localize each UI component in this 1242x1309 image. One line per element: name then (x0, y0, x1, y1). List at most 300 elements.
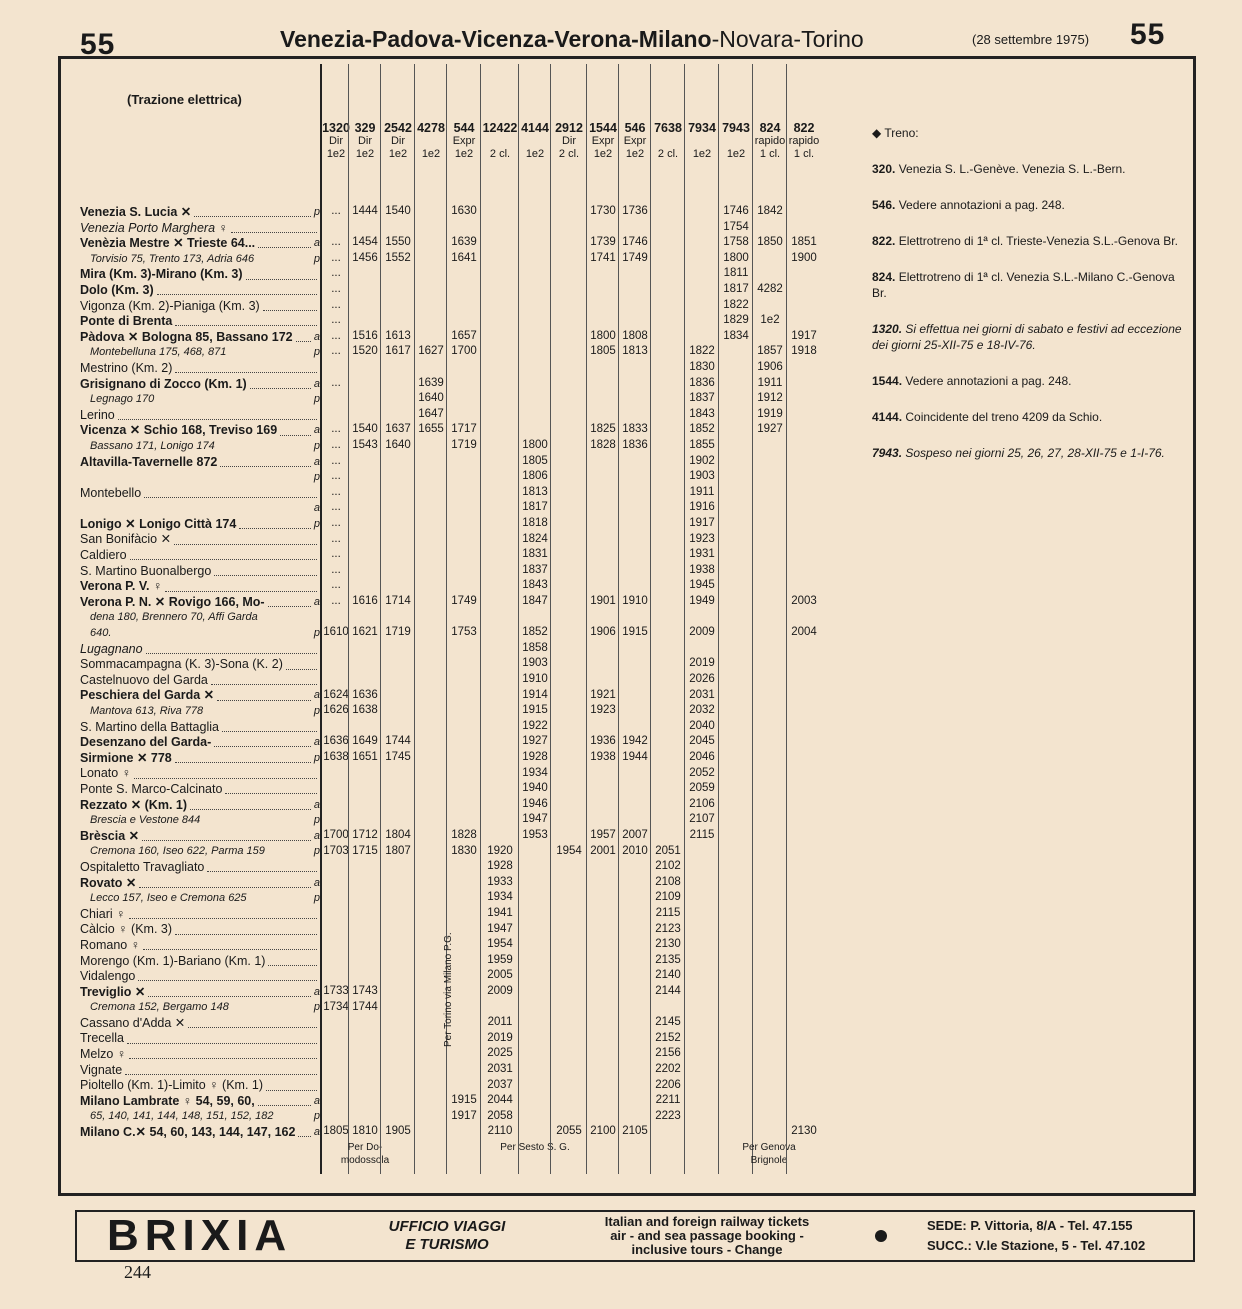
time-cell: 2031 (689, 688, 715, 701)
time-cell: 1934 (487, 891, 513, 904)
time-cell: 1910 (522, 673, 548, 685)
leader-dots (217, 692, 311, 701)
station-row (80, 813, 320, 829)
station-row (80, 501, 320, 517)
time-cell: 2019 (487, 1031, 513, 1044)
ad-address-line1: SEDE: P. Vittoria, 8/A - Tel. 47.155 (927, 1218, 1133, 1233)
time-cell: 2211 (655, 1094, 681, 1107)
time-cell: 1719 (385, 626, 411, 639)
leader-dots (148, 988, 311, 997)
train-note (872, 197, 1192, 213)
time-cell: 1911 (689, 485, 715, 498)
time-cell: 1928 (522, 751, 548, 763)
time-cell: 1857 (757, 345, 783, 358)
time-cell: 1621 (352, 626, 378, 639)
train-header (519, 122, 551, 161)
time-cell: 1739 (590, 236, 616, 249)
time-cell: 1931 (689, 548, 715, 561)
leader-dots (286, 661, 317, 670)
time-cell: 1855 (689, 439, 715, 451)
time-cell: 1639 (451, 236, 477, 249)
time-cell: 1715 (352, 844, 378, 857)
train-column (718, 64, 753, 1174)
note-key: 1544. (872, 374, 903, 388)
arr-dep-marker: p (313, 1110, 320, 1123)
time-cell: 1850 (757, 236, 783, 249)
time-cell: 1805 (590, 345, 616, 358)
time-cell: ... (331, 454, 341, 467)
time-cell: 2031 (487, 1063, 513, 1075)
leader-dots (231, 224, 317, 233)
page-number-right: 55 (1130, 18, 1166, 51)
time-cell: 1808 (622, 329, 648, 342)
time-cell: 2046 (689, 751, 715, 763)
leader-dots (165, 583, 317, 592)
time-cell: 1843 (522, 579, 548, 592)
train-class: 2 cl. (489, 148, 511, 160)
leader-dots (157, 286, 317, 295)
time-cell: 1700 (323, 829, 349, 841)
time-cell: 1456 (352, 251, 378, 264)
train-class: 1e2 (625, 148, 645, 160)
time-cell: ... (331, 376, 341, 389)
station-name: Legnago 170 (90, 393, 155, 406)
leader-dots (280, 427, 311, 436)
station-row (80, 377, 320, 393)
time-cell: 1800 (522, 439, 548, 451)
time-cell: 2130 (655, 938, 681, 951)
station-row (80, 439, 320, 455)
train-type (519, 135, 551, 148)
note-key: 824. (872, 270, 896, 284)
train-type: Dir (561, 135, 577, 147)
ad-agency (357, 1218, 537, 1254)
time-cell: 1947 (487, 922, 513, 935)
leader-dots (207, 863, 317, 872)
timetable-grid (320, 64, 862, 1174)
time-cell: 1520 (352, 345, 378, 358)
time-cell: 1617 (385, 345, 411, 358)
arr-dep-marker: p (313, 751, 320, 764)
station-name: Montebello (80, 485, 142, 500)
station-name: 640. (90, 627, 112, 640)
ad-services-line1: Italian and foreign railway tickets (604, 1214, 810, 1229)
station-name: Milano C.✕ 54, 60, 143, 144, 147, 162 (80, 1125, 296, 1140)
train-column (340, 64, 390, 1174)
time-cell: 1949 (689, 595, 715, 607)
station-row (80, 314, 320, 330)
time-cell: ... (331, 563, 341, 576)
time-cell: 2206 (655, 1078, 681, 1091)
time-cell: 1942 (622, 735, 648, 748)
time-cell: 2152 (655, 1031, 681, 1044)
time-cell: 1804 (385, 829, 411, 841)
leader-dots (134, 770, 317, 779)
station-name: Pioltello (Km. 1)-Limito ♀ (Km. 1) (80, 1078, 264, 1093)
station-name: 65, 140, 141, 144, 148, 151, 152, 182 (90, 1110, 274, 1123)
train-column (742, 64, 796, 1174)
station-row (80, 751, 320, 767)
time-cell: 1818 (522, 517, 548, 529)
station-row (80, 283, 320, 299)
arr-dep-marker: a (313, 502, 320, 515)
time-cell: 1758 (723, 236, 749, 249)
train-column (586, 64, 619, 1174)
time-cell: 1936 (590, 735, 616, 748)
time-cell: 1842 (757, 205, 783, 217)
leader-dots (144, 489, 317, 498)
note-text: Elettrotreno di 1ª cl. Trieste-Venezia S.L.-Genova Br. (898, 234, 1178, 248)
train-number: 1320 (322, 121, 350, 135)
leader-dots (138, 972, 317, 981)
time-cell: 2115 (655, 907, 681, 919)
time-cell: 2045 (689, 735, 715, 748)
arr-dep-marker: a (313, 798, 320, 811)
page-number-left: 55 (80, 28, 116, 61)
train-column (786, 64, 821, 1174)
time-cell: 1830 (689, 361, 715, 373)
ad-services (557, 1215, 857, 1257)
station-row (80, 891, 320, 907)
station-row (80, 330, 320, 346)
time-cell: 2156 (655, 1047, 681, 1060)
station-row (80, 688, 320, 704)
time-cell: 1959 (487, 953, 513, 966)
note-key: 4144. (872, 410, 903, 424)
station-row (80, 579, 320, 595)
note-key: 1320. (872, 322, 903, 336)
time-cell: 2009 (689, 626, 715, 639)
time-cell: 1647 (418, 407, 444, 420)
station-row (80, 1047, 320, 1063)
time-cell: 1940 (522, 782, 548, 795)
leader-dots (211, 676, 317, 685)
train-header (481, 122, 519, 161)
time-cell: 1540 (385, 205, 411, 217)
arr-dep-marker: p (313, 814, 320, 827)
station-name: Rezzato ✕ (Km. 1) (80, 797, 188, 812)
leader-dots (222, 723, 317, 732)
station-row (80, 985, 320, 1001)
time-cell: 1938 (590, 751, 616, 763)
leader-dots (225, 785, 317, 794)
station-name: Brèscia ✕ (80, 828, 140, 843)
station-name: Torvisio 75, Trento 173, Adria 646 (90, 252, 255, 265)
leader-dots (175, 317, 317, 326)
time-cell: 1843 (689, 407, 715, 420)
station-name: Caldiero (80, 548, 127, 563)
train-type (481, 135, 519, 148)
time-cell: 1613 (385, 329, 411, 342)
station-row (80, 1063, 320, 1079)
arr-dep-marker: a (313, 736, 320, 749)
ad-agency-line2: E TURISMO (405, 1236, 489, 1253)
station-row (80, 610, 320, 626)
time-cell: 2037 (487, 1078, 513, 1091)
time-cell: 1954 (487, 938, 513, 951)
leader-dots (146, 645, 317, 654)
time-cell: 2145 (655, 1016, 681, 1029)
time-cell: 2025 (487, 1047, 513, 1060)
time-cell: 2105 (622, 1125, 648, 1138)
leader-dots (266, 1082, 317, 1091)
train-type: Expr (591, 135, 615, 147)
time-cell: 1813 (522, 485, 548, 498)
time-cell: ... (331, 329, 341, 342)
train-type (685, 135, 719, 148)
station-name: Ponte di Brenta (80, 314, 173, 329)
time-cell: 1915 (622, 626, 648, 639)
leader-dots (118, 411, 317, 420)
train-class: 1e2 (355, 148, 375, 160)
station-row (80, 766, 320, 782)
time-cell: 1916 (689, 501, 715, 514)
station-name: Sommacampagna (K. 3)-Sona (K. 2) (80, 657, 283, 672)
time-cell: 1953 (522, 829, 548, 841)
time-cell: 1649 (352, 735, 378, 748)
arr-dep-marker: a (313, 424, 320, 437)
time-cell: ... (331, 423, 341, 436)
leader-dots (130, 551, 317, 560)
time-cell: ... (331, 345, 341, 358)
time-cell: 1616 (352, 595, 378, 607)
train-header (415, 122, 447, 161)
time-cell: 1730 (590, 205, 616, 217)
station-name: Chiari ♀ (80, 906, 126, 921)
note-key: 822. (872, 234, 896, 248)
leader-dots (298, 1128, 310, 1137)
station-name: Ospitaletto Travagliato (80, 859, 205, 874)
time-cell: 2001 (590, 844, 616, 857)
time-cell: 2026 (689, 673, 715, 685)
arr-dep-marker: a (313, 876, 320, 889)
time-cell: 1833 (622, 423, 648, 436)
train-header (619, 122, 651, 161)
time-cell: 1917 (689, 517, 715, 529)
station-name: Vigonza (Km. 2)-Pianiga (Km. 3) (80, 298, 260, 313)
time-cell: 1444 (352, 205, 378, 217)
station-name: Brescia e Vestone 844 (90, 814, 201, 827)
station-row (80, 938, 320, 954)
time-cell: 1817 (723, 283, 749, 295)
time-cell: 1946 (522, 797, 548, 810)
time-cell: 1e2 (760, 314, 780, 327)
train-header (787, 122, 821, 161)
time-cell: 2019 (689, 657, 715, 670)
station-name: Venezia Porto Marghera ♀ (80, 220, 228, 235)
train-note (872, 233, 1192, 249)
leader-dots (268, 598, 311, 607)
time-cell: 1746 (622, 236, 648, 249)
route-rest: -Novara-Torino (711, 26, 864, 52)
time-cell: 1806 (522, 470, 548, 483)
time-cell: ... (331, 267, 341, 280)
train-number: 7638 (654, 121, 682, 135)
time-cell: 1834 (723, 329, 749, 342)
time-cell: 1927 (522, 735, 548, 748)
station-row (80, 876, 320, 892)
time-cell: 1938 (689, 563, 715, 576)
time-cell: 1733 (323, 985, 349, 997)
time-cell: 1900 (791, 251, 817, 264)
train-header (447, 122, 481, 161)
train-header (349, 122, 381, 161)
time-cell: 1927 (757, 423, 783, 436)
time-cell: 1754 (723, 220, 749, 233)
time-cell: 1637 (385, 423, 411, 436)
time-cell: 1657 (451, 329, 477, 342)
time-cell: 2011 (487, 1016, 513, 1029)
arr-dep-marker: p (313, 206, 320, 218)
station-row (80, 470, 320, 486)
bullet-icon (875, 1230, 887, 1242)
time-cell: 1717 (451, 423, 477, 436)
arr-dep-marker: p (313, 252, 320, 265)
station-name: Treviglio ✕ (80, 984, 146, 999)
time-cell: 2032 (689, 704, 715, 717)
train-column (320, 64, 350, 1174)
time-cell: 1852 (689, 423, 715, 436)
time-cell: 1641 (451, 251, 477, 264)
time-cell: 1852 (522, 626, 548, 639)
train-column (380, 64, 415, 1174)
time-cell: ... (331, 439, 341, 451)
time-cell: 1829 (723, 314, 749, 327)
route-title (280, 26, 864, 53)
leader-dots (214, 567, 317, 576)
station-name: Trecella (80, 1031, 124, 1046)
time-cell: 2009 (487, 985, 513, 997)
train-header (587, 122, 619, 161)
time-cell: 1636 (323, 735, 349, 748)
station-name: Mira (Km. 3)-Mirano (Km. 3) (80, 267, 243, 282)
time-cell: 1910 (622, 595, 648, 607)
station-name: Castelnuovo del Garda (80, 672, 208, 687)
train-class: 1 cl. (793, 148, 815, 160)
ad-address-line2: SUCC.: V.le Stazione, 5 - Tel. 47.102 (927, 1238, 1146, 1253)
time-cell: 1858 (522, 641, 548, 654)
train-header (322, 122, 350, 161)
station-name: Sirmione ✕ 778 (80, 750, 172, 765)
time-cell: 2140 (655, 969, 681, 982)
note-text: Sospeso nei giorni 25, 26, 27, 28-XII-75 e 1-I-76. (905, 446, 1165, 460)
train-number: 824 (759, 121, 781, 135)
arr-dep-marker: p (313, 346, 320, 359)
time-cell: 1741 (590, 251, 616, 264)
time-cell: 1655 (418, 423, 444, 436)
train-class: 1e2 (454, 148, 474, 160)
time-cell: 1736 (622, 205, 648, 217)
notes-title: ◆ Treno: (872, 126, 919, 140)
time-cell: 1638 (323, 751, 349, 763)
station-row (80, 657, 320, 673)
station-row (80, 423, 320, 439)
leader-dots (188, 1019, 317, 1028)
station-name: Venezia S. Lucia ✕ (80, 205, 192, 219)
time-cell: 1822 (723, 298, 749, 311)
leader-dots (268, 957, 317, 966)
column-footnote: Per Do-modossola (340, 1142, 390, 1166)
note-text: Vedere annotazioni a pag. 248. (905, 374, 1072, 388)
station-row (80, 673, 320, 689)
time-cell: 1753 (451, 626, 477, 639)
time-cell: 1944 (622, 751, 648, 763)
station-name: Ponte S. Marco-Calcinato (80, 781, 223, 796)
leader-dots (175, 364, 317, 373)
ad-address (927, 1216, 1145, 1256)
station-row (80, 735, 320, 751)
train-class: 2 cl. (558, 148, 580, 160)
time-cell: 1901 (590, 595, 616, 607)
time-cell: 1920 (487, 844, 513, 857)
station-name: Romano ♀ (80, 937, 141, 952)
station-name: Cremona 152, Bergamo 148 (90, 1001, 229, 1014)
time-cell: 1836 (689, 376, 715, 389)
station-row (80, 548, 320, 564)
time-cell: 1905 (385, 1125, 411, 1138)
station-row (80, 1078, 320, 1094)
train-type: Expr (623, 135, 647, 147)
time-cell: 1923 (689, 532, 715, 545)
note-text: Coincidente del treno 4209 da Schio. (905, 410, 1103, 424)
train-type: Dir (390, 135, 406, 147)
time-cell: 2106 (689, 797, 715, 810)
train-type: Expr (452, 135, 476, 147)
time-cell: 1700 (451, 345, 477, 358)
leader-dots (263, 302, 317, 311)
time-cell: 1627 (418, 345, 444, 358)
train-number: 2912 (555, 121, 583, 135)
time-cell: 1811 (723, 267, 749, 280)
train-column (650, 64, 685, 1174)
arr-dep-marker: p (313, 393, 320, 406)
station-name: Rovato ✕ (80, 875, 137, 890)
train-number: 4278 (417, 121, 445, 135)
station-row (80, 221, 320, 237)
leader-dots (125, 1066, 317, 1075)
time-cell: 2007 (622, 829, 648, 841)
leader-dots (190, 801, 311, 810)
time-cell: 1703 (323, 844, 349, 857)
route-main: Venezia-Padova-Vicenza-Verona-Milano (280, 26, 712, 52)
station-name: Melzo ♀ (80, 1047, 127, 1062)
time-cell: 2055 (556, 1125, 582, 1138)
note-key: 7943. (872, 446, 903, 460)
station-name: Montebelluna 175, 468, 871 (90, 346, 227, 359)
leader-dots (175, 926, 317, 935)
station-row (80, 922, 320, 938)
train-header (551, 122, 587, 161)
time-cell: 1800 (590, 329, 616, 342)
time-cell: ... (331, 517, 341, 529)
arr-dep-marker: p (313, 517, 320, 530)
time-cell: 1903 (689, 470, 715, 483)
time-cell: 1626 (323, 704, 349, 717)
station-name: Mantova 613, Riva 778 (90, 705, 204, 717)
train-type (651, 135, 685, 148)
train-header (651, 122, 685, 161)
train-class: 1e2 (388, 148, 408, 160)
time-cell: 1922 (522, 719, 548, 732)
arr-dep-marker: a (313, 237, 320, 250)
time-cell: 2100 (590, 1125, 616, 1138)
station-row (80, 408, 320, 424)
time-cell: 2110 (487, 1125, 513, 1138)
arr-dep-marker: a (313, 455, 320, 468)
time-cell: 1550 (385, 236, 411, 249)
arr-dep-marker: a (313, 1094, 320, 1107)
station-row (80, 720, 320, 736)
